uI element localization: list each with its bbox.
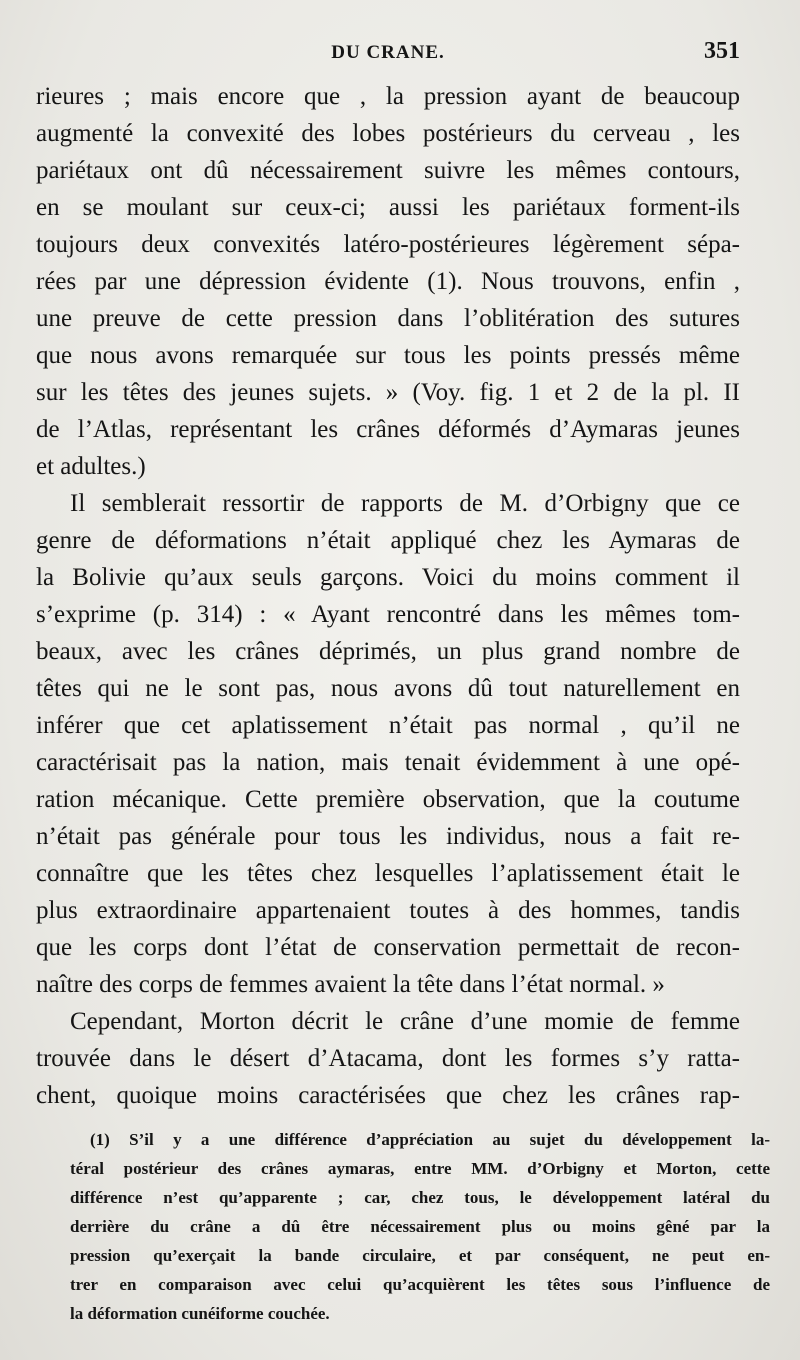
body-line: inférer que cet aplatissement n’était pas normal , qu’il ne (36, 712, 740, 739)
footnote-line: téral postérieur des crânes aymaras, entre MM. d’Orbigny et Morton, cette (70, 1159, 770, 1178)
body-line: beaux, avec les crânes déprimés, un plus grand nombre de (36, 638, 740, 665)
body-line-paragraph-end: et adultes.) (36, 453, 146, 480)
body-line: connaître que les têtes chez lesquelles l’aplatissement était le (36, 860, 740, 887)
body-line: caractérisait pas la nation, mais tenait évidemment à une opé- (36, 749, 740, 776)
footnotes (70, 1125, 770, 1328)
body-line: que les corps dont l’état de conservation permettait de recon- (36, 934, 740, 961)
running-head: DU CRANE. (331, 42, 445, 63)
body-line: la Bolivie qu’aux seuls garçons. Voici du moins comment il (36, 564, 740, 591)
body-line: toujours deux convexités latéro-postérieures légèrement sépa- (36, 231, 740, 258)
body-line: de l’Atlas, représentant les crânes déformés d’Aymaras jeunes (36, 416, 740, 443)
body-line: s’exprime (p. 314) : « Ayant rencontré dans les mêmes tom- (36, 601, 740, 628)
body-line: genre de déformations n’était appliqué chez les Aymaras de (36, 527, 740, 554)
body-line: rieures ; mais encore que , la pression ayant de beaucoup (36, 83, 740, 110)
body-line: augmenté la convexité des lobes postérieurs du cerveau , les (36, 120, 740, 147)
body-line-paragraph-start: Il semblerait ressortir de rapports de M. d’Orbigny que ce (70, 490, 740, 517)
body-line: en se moulant sur ceux-ci; aussi les pariétaux forment-ils (36, 194, 740, 221)
body-line: trouvée dans le désert d’Atacama, dont les formes s’y ratta- (36, 1045, 740, 1072)
body-line: têtes qui ne le sont pas, nous avons dû tout naturellement en (36, 675, 740, 702)
page-header (36, 36, 740, 70)
body-line: pariétaux ont dû nécessairement suivre les mêmes contours, (36, 157, 740, 184)
body-line: plus extraordinaire appartenaient toutes à des hommes, tandis (36, 897, 740, 924)
body-line: ration mécanique. Cette première observation, que la coutume (36, 786, 740, 813)
body-text (36, 78, 740, 1114)
body-line-paragraph-end: naître des corps de femmes avaient la tête dans l’état normal. » (36, 971, 665, 998)
footnote-line: derrière du crâne a dû être nécessairement plus ou moins gêné par la (70, 1217, 770, 1236)
body-line: sur les têtes des jeunes sujets. » (Voy. fig. 1 et 2 de la pl. II (36, 379, 740, 406)
footnote-line: (1) S’il y a une différence d’appréciation au sujet du développement la- (90, 1130, 770, 1149)
body-line: une preuve de cette pression dans l’oblitération des sutures (36, 305, 740, 332)
body-line: chent, quoique moins caractérisées que chez les crânes rap- (36, 1082, 740, 1109)
page-number: 351 (704, 38, 740, 64)
body-line: rées par une dépression évidente (1). Nous trouvons, enfin , (36, 268, 740, 295)
footnote-line: trer en comparaison avec celui qu’acquièrent les têtes sous l’influence de (70, 1275, 770, 1294)
footnote-line: la déformation cunéiforme couchée. (70, 1304, 330, 1323)
footnote-line: différence n’est qu’apparente ; car, chez tous, le développement latéral du (70, 1188, 770, 1207)
footnote-line: pression qu’exerçait la bande circulaire, et par conséquent, ne peut en- (70, 1246, 770, 1265)
body-line: n’était pas générale pour tous les individus, nous a fait re- (36, 823, 740, 850)
body-line: que nous avons remarquée sur tous les points pressés même (36, 342, 740, 369)
body-line-paragraph-start: Cependant, Morton décrit le crâne d’une momie de femme (70, 1008, 740, 1035)
